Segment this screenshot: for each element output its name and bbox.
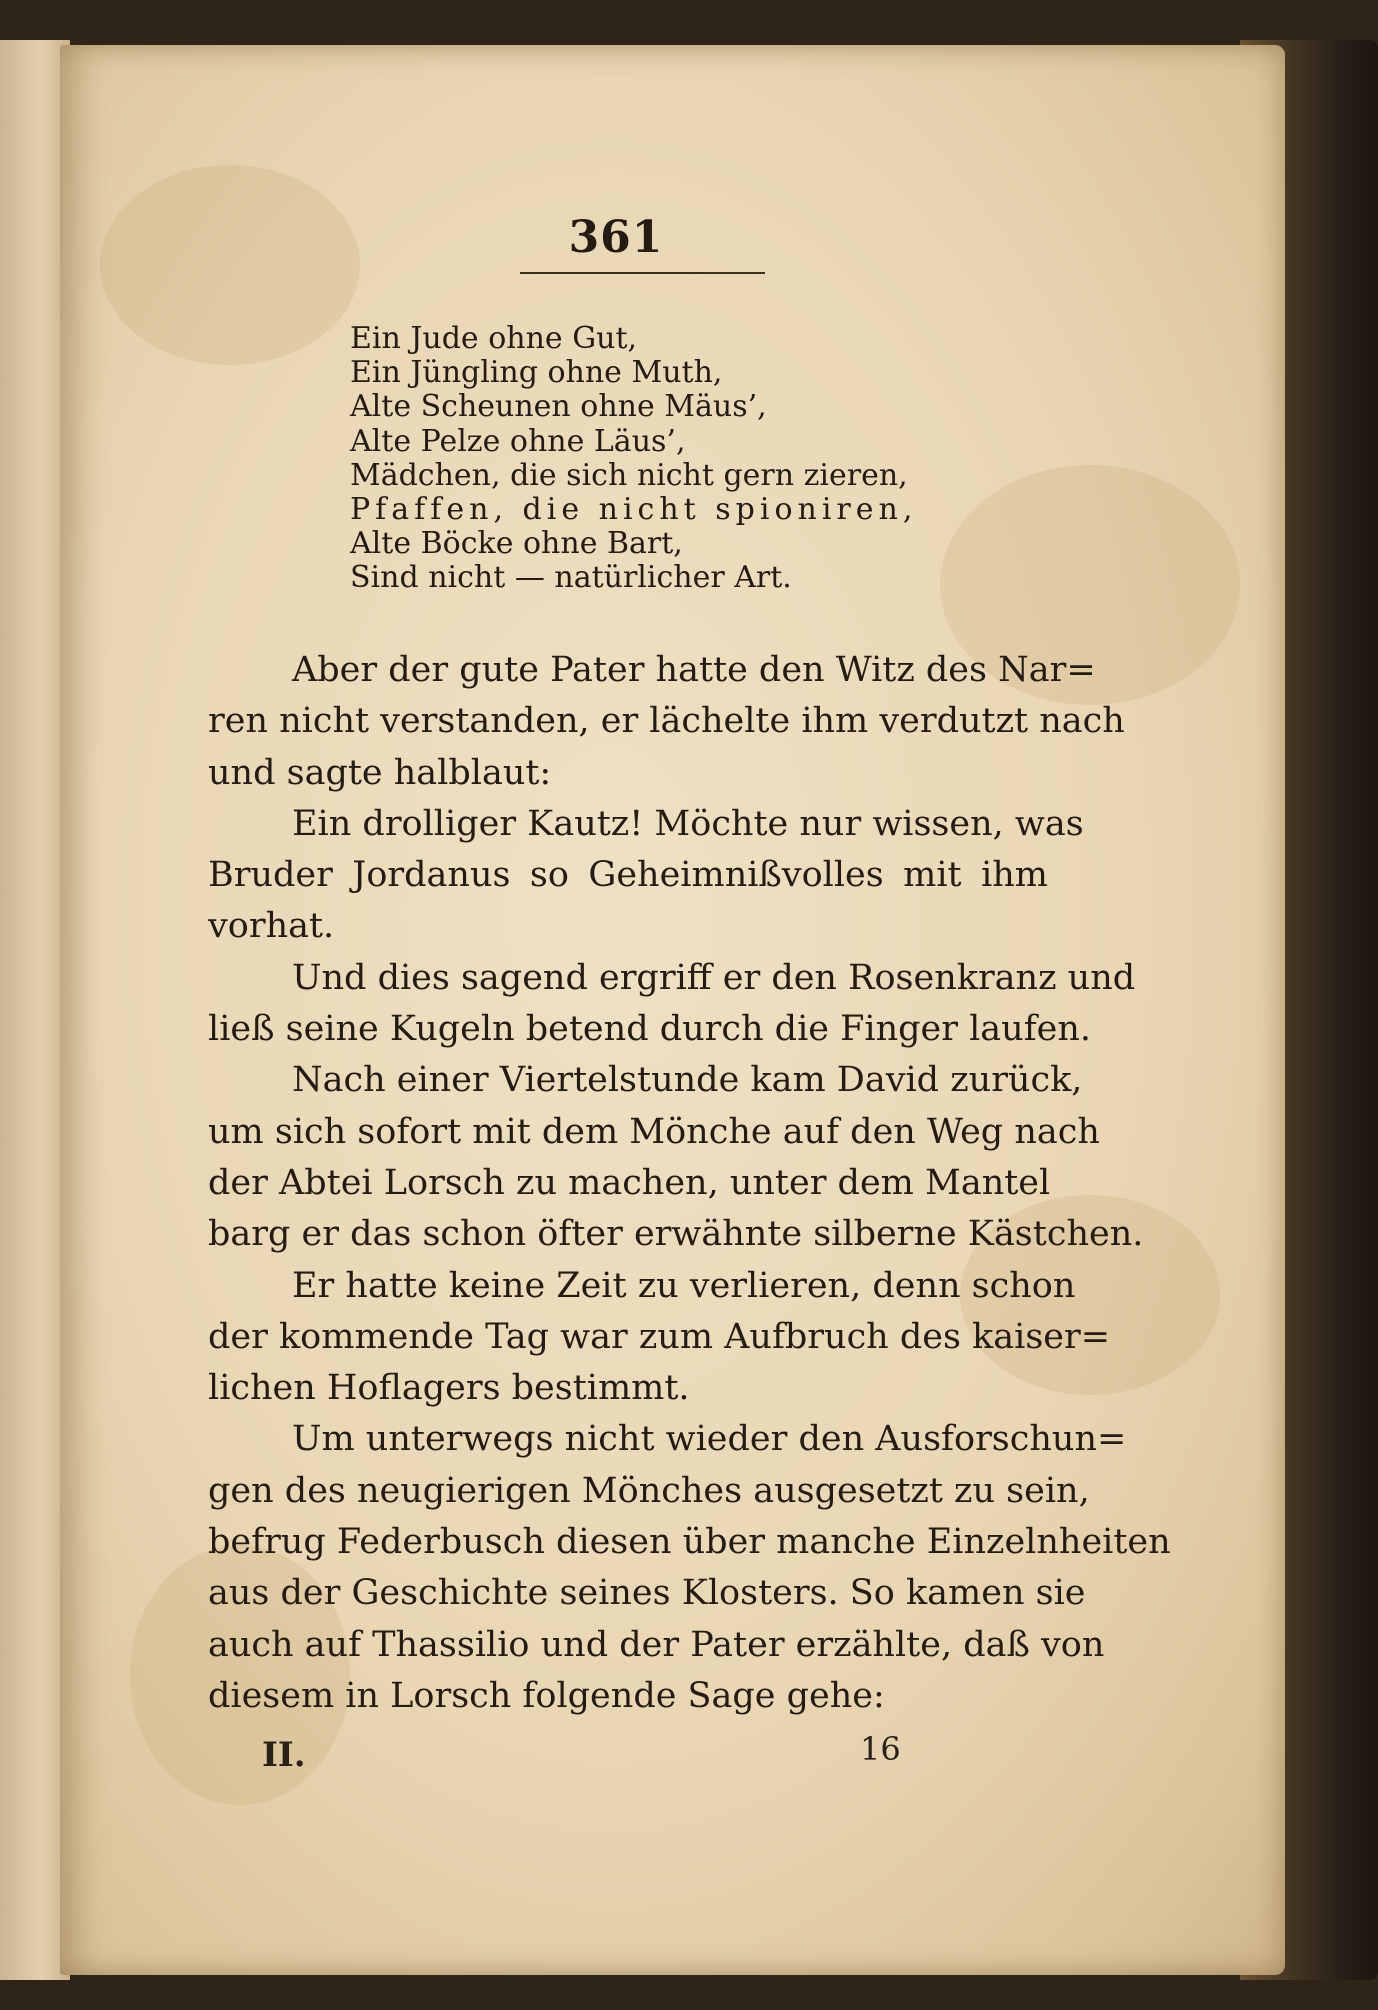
verse-line: Ein Jüngling ohne Muth, [350,355,723,391]
prose-line: Bruder Jordanus so Geheimnißvolles mit ihm [208,855,1048,896]
prose-line: und sagte halblaut: [208,752,552,793]
prose-line: diesem in Lorsch folgende Sage gehe: [208,1675,885,1716]
prose-line: der kommende Tag war zum Aufbruch des kaiser= [208,1316,1111,1357]
prose-line: auch auf Thassilio und der Pater erzählte, daß von [208,1624,1105,1665]
prose-line: Aber der gute Pater hatte den Witz des Nar= [292,650,1096,690]
prose-line: Nach einer Viertelstunde kam David zurück, [292,1060,1083,1101]
paper-stain [100,165,360,365]
signature-mark: II. [262,1735,306,1775]
prose-line: barg er das schon öfter erwähnte silberne Kästchen. [208,1214,1144,1255]
verse-line: Pfaffen, die nicht spioniren, [350,492,918,528]
prose-line: Ein drolliger Kautz! Möchte nur wissen, was [292,803,1084,844]
prose-line: ren nicht verstanden, er lächelte ihm verdutzt nach [208,701,1125,742]
verse-line: Alte Pelze ohne Läus’, [350,423,686,459]
prose-line: aus der Geschichte seines Klosters. So kamen sie [208,1573,1086,1614]
verse-line: Ein Jude ohne Gut, [350,321,638,356]
prose-line: um sich sofort mit dem Mönche auf den Weg nach [208,1111,1100,1152]
prose-line: lichen Hoflagers bestimmt. [208,1368,690,1409]
prose-line: ließ seine Kugeln betend durch die Finger laufen. [208,1009,1092,1050]
prose-line: Um unterwegs nicht wieder den Ausforschun= [292,1419,1127,1460]
header-rule [520,272,765,274]
sheet-number: 16 [860,1730,901,1768]
verse-line: Alte Böcke ohne Bart, [350,526,683,562]
prose-line: der Abtei Lorsch zu machen, unter dem Mantel [208,1162,1051,1203]
prose-block [208,645,1171,1722]
prose-line: Und dies sagend ergriff er den Rosenkranz und [292,957,1136,998]
verse-line: Sind nicht — natürlicher Art. [350,560,792,596]
verse-line: Mädchen, die sich nicht gern zieren, [350,457,908,493]
prose-line: Er hatte keine Zeit zu verlieren, denn schon [292,1265,1076,1306]
prose-line: befrug Federbusch diesen über manche Einzelnheiten [208,1522,1171,1563]
prose-line: gen des neugierigen Mönches ausgesetzt zu sein, [208,1470,1090,1511]
page-number: 361 [568,212,664,263]
prose-line: vorhat. [208,906,335,947]
verse-block [350,322,917,596]
verse-line: Alte Scheunen ohne Mäus’, [350,389,767,425]
